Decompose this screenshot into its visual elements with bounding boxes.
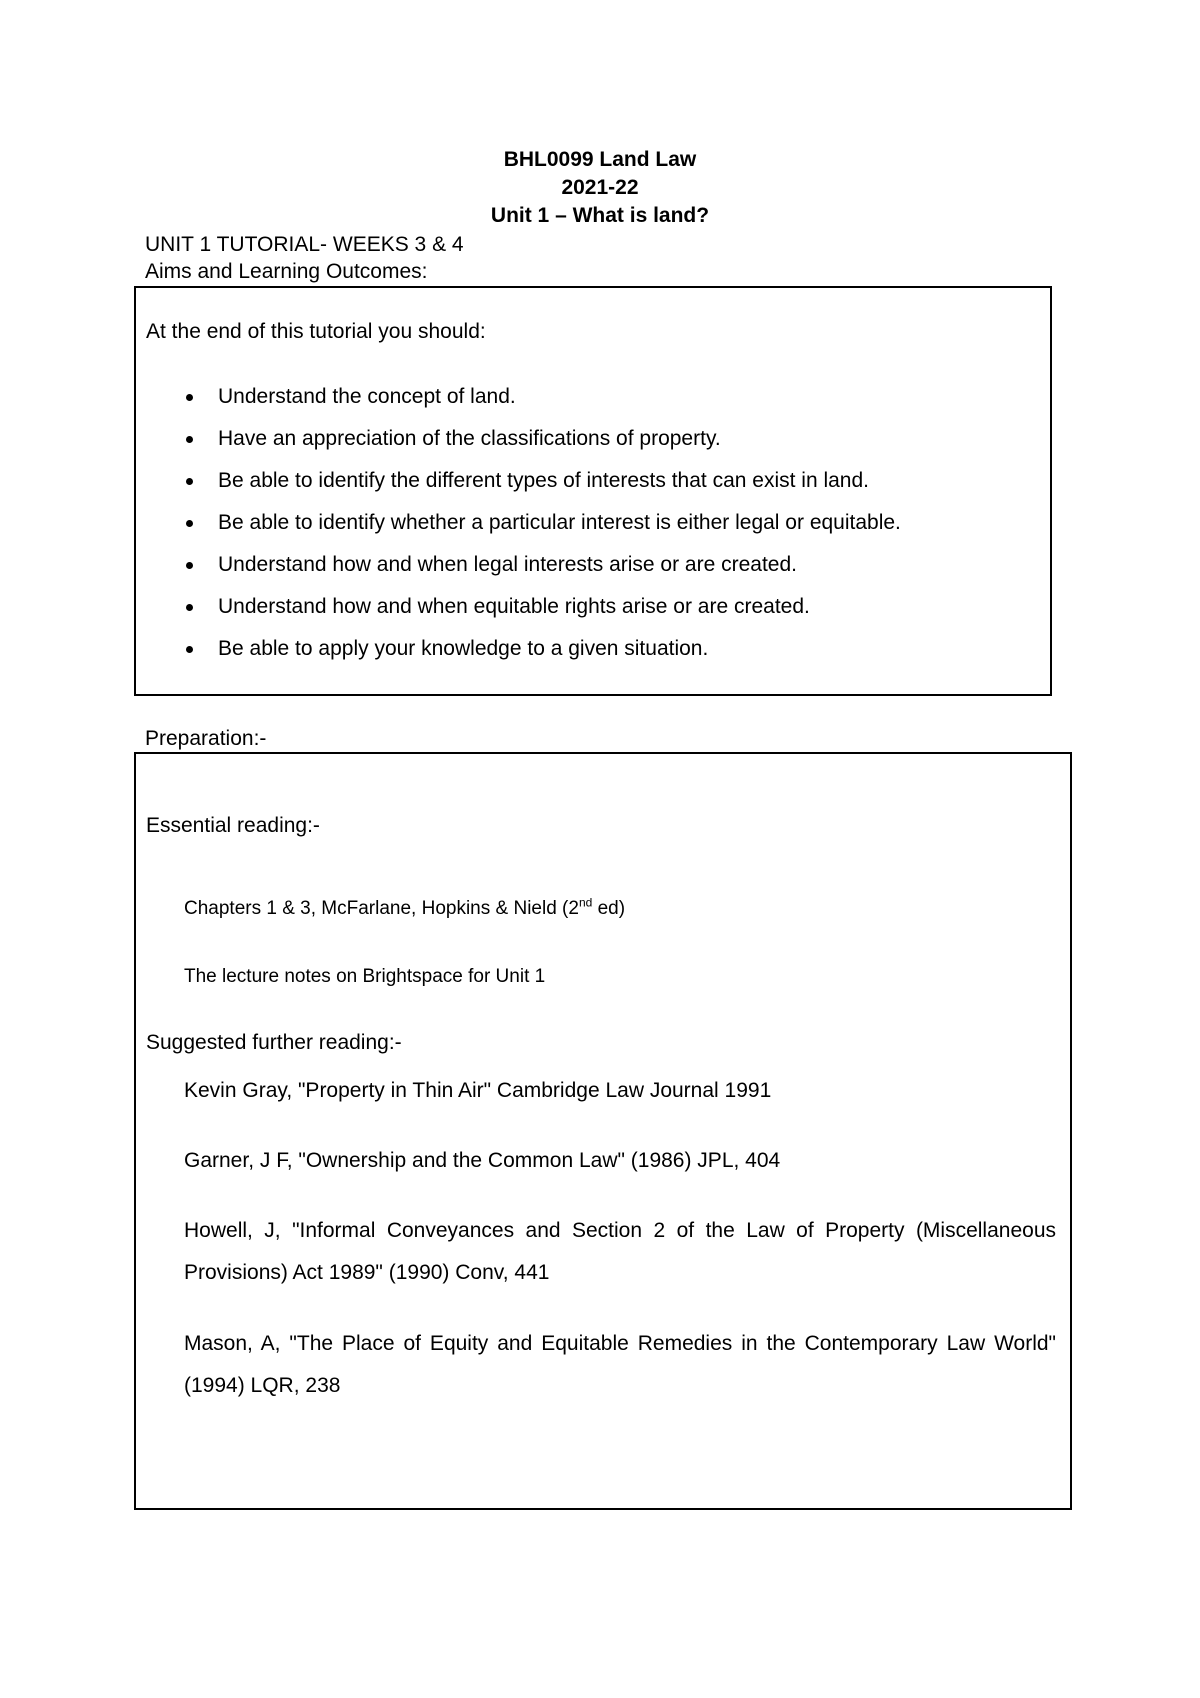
outcome-text: Be able to apply your knowledge to a given situation. xyxy=(218,637,709,660)
essential-reading-lecture-notes: The lecture notes on Brightspace for Unit 1 xyxy=(184,966,546,987)
bullet-icon xyxy=(186,604,193,611)
outcome-item xyxy=(146,593,901,635)
outcome-text: Be able to identify the different types of interests that can exist in land. xyxy=(218,469,869,492)
chapters-suffix: ed) xyxy=(592,898,626,919)
unit-title: Unit 1 – What is land? xyxy=(490,204,710,227)
outcomes-intro: At the end of this tutorial you should: xyxy=(146,320,486,343)
outcomes-box xyxy=(134,286,1052,696)
essential-reading-label: Essential reading:- xyxy=(146,814,320,837)
course-title: BHL0099 Land Law xyxy=(503,148,697,171)
outcomes-list xyxy=(146,383,901,677)
bullet-icon xyxy=(186,394,193,401)
preparation-label: Preparation:- xyxy=(145,727,267,750)
further-reading-item: Howell, J, "Informal Conveyances and Section 2 of the Law of Property (Miscellaneous Provisions) Act 1989" (1990) Conv, 441 xyxy=(184,1219,1056,1284)
essential-reading-chapters xyxy=(184,896,625,922)
academic-year: 2021-22 xyxy=(561,176,639,199)
outcome-text: Understand the concept of land. xyxy=(218,385,516,408)
outcome-item xyxy=(146,635,901,677)
chapters-text: Chapters 1 & 3, McFarlane, Hopkins & Nield (2 xyxy=(184,898,579,919)
bullet-icon xyxy=(186,646,193,653)
outcome-text: Understand how and when legal interests arise or are created. xyxy=(218,553,797,576)
further-reading-item: Kevin Gray, "Property in Thin Air" Cambridge Law Journal 1991 xyxy=(184,1079,772,1102)
outcome-text: Be able to identify whether a particular interest is either legal or equitable. xyxy=(218,511,901,534)
outcome-item xyxy=(146,467,901,509)
outcome-text: Have an appreciation of the classifications of property. xyxy=(218,427,721,450)
further-reading-item: Mason, A, "The Place of Equity and Equitable Remedies in the Contemporary Law World" (1994) LQR, 238 xyxy=(184,1332,1056,1397)
tutorial-title: UNIT 1 TUTORIAL- WEEKS 3 & 4 xyxy=(145,233,464,256)
edition-superscript: nd xyxy=(578,895,593,910)
outcome-item xyxy=(146,551,901,593)
further-reading-item: Garner, J F, "Ownership and the Common Law" (1986) JPL, 404 xyxy=(184,1149,781,1172)
bullet-icon xyxy=(186,562,193,569)
outcome-text: Understand how and when equitable rights arise or are created. xyxy=(218,595,810,618)
outcome-item xyxy=(146,509,901,551)
bullet-icon xyxy=(186,478,193,485)
further-reading-label: Suggested further reading:- xyxy=(146,1031,402,1054)
bullet-icon xyxy=(186,520,193,527)
outcome-item xyxy=(146,383,901,425)
outcome-item xyxy=(146,425,901,467)
bullet-icon xyxy=(186,436,193,443)
preparation-box xyxy=(134,752,1072,1510)
aims-label: Aims and Learning Outcomes: xyxy=(145,260,428,283)
